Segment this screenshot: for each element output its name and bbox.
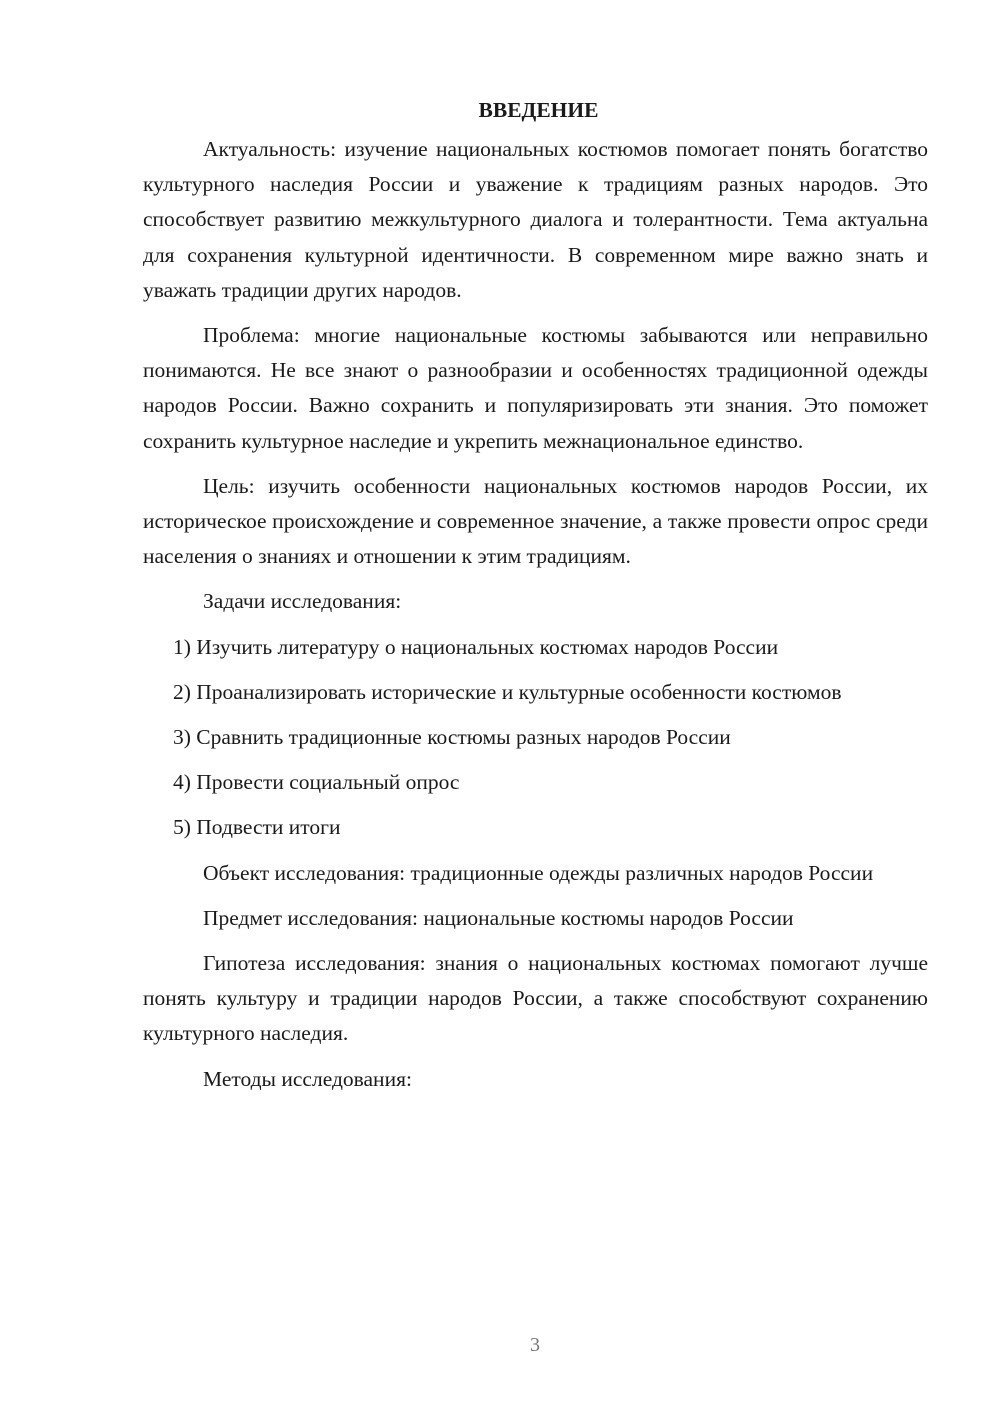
subject-paragraph: Предмет исследования: национальные костюмы народов России xyxy=(203,905,794,930)
methods-heading: Методы исследования: xyxy=(203,1066,412,1091)
relevance-paragraph: Актуальность: изучение национальных костюмов помогает понять богатство культурного наследия России и уважение к традициям разных народов. Это способствует развитию межкультурного диалога и толерантности. Тема актуальна для сохранения культурной идентичности. В современном мире важно знать и уважать традиции других народов. xyxy=(143,137,928,302)
task-item: 2) Проанализировать исторические и культурные особенности костюмов xyxy=(173,679,842,704)
problem-paragraph: Проблема: многие национальные костюмы забываются или неправильно понимаются. Не все знают о разнообразии и особенностях традиционной одежды народов России. Важно сохранить и популяризировать эти знания. Это поможет сохранить культурное наследие и укрепить межнациональное единство. xyxy=(143,323,928,453)
task-item: 4) Провести социальный опрос xyxy=(173,770,460,795)
hypothesis-paragraph: Гипотеза исследования: знания о национальных костюмах помогают лучше понять культуру и традиции народов России, а также способствуют сохранению культурного наследия. xyxy=(143,951,928,1046)
tasks-heading: Задачи исследования: xyxy=(203,589,402,614)
goal-paragraph: Цель: изучить особенности национальных костюмов народов России, их историческое происхождение и современное значение, а также провести опрос среди населения о знаниях и отношении к этим традициям. xyxy=(143,473,928,569)
task-item: 1) Изучить литературу о национальных костюмах народов России xyxy=(173,634,779,659)
object-paragraph: Объект исследования: традиционные одежды различных народов России xyxy=(203,860,874,885)
page-number: 3 xyxy=(530,1334,540,1356)
task-item: 3) Сравнить традиционные костюмы разных народов России xyxy=(173,725,731,750)
section-title: ВВЕДЕНИЕ xyxy=(478,98,599,122)
document-page xyxy=(143,92,928,1107)
task-item: 5) Подвести итоги xyxy=(173,815,341,840)
